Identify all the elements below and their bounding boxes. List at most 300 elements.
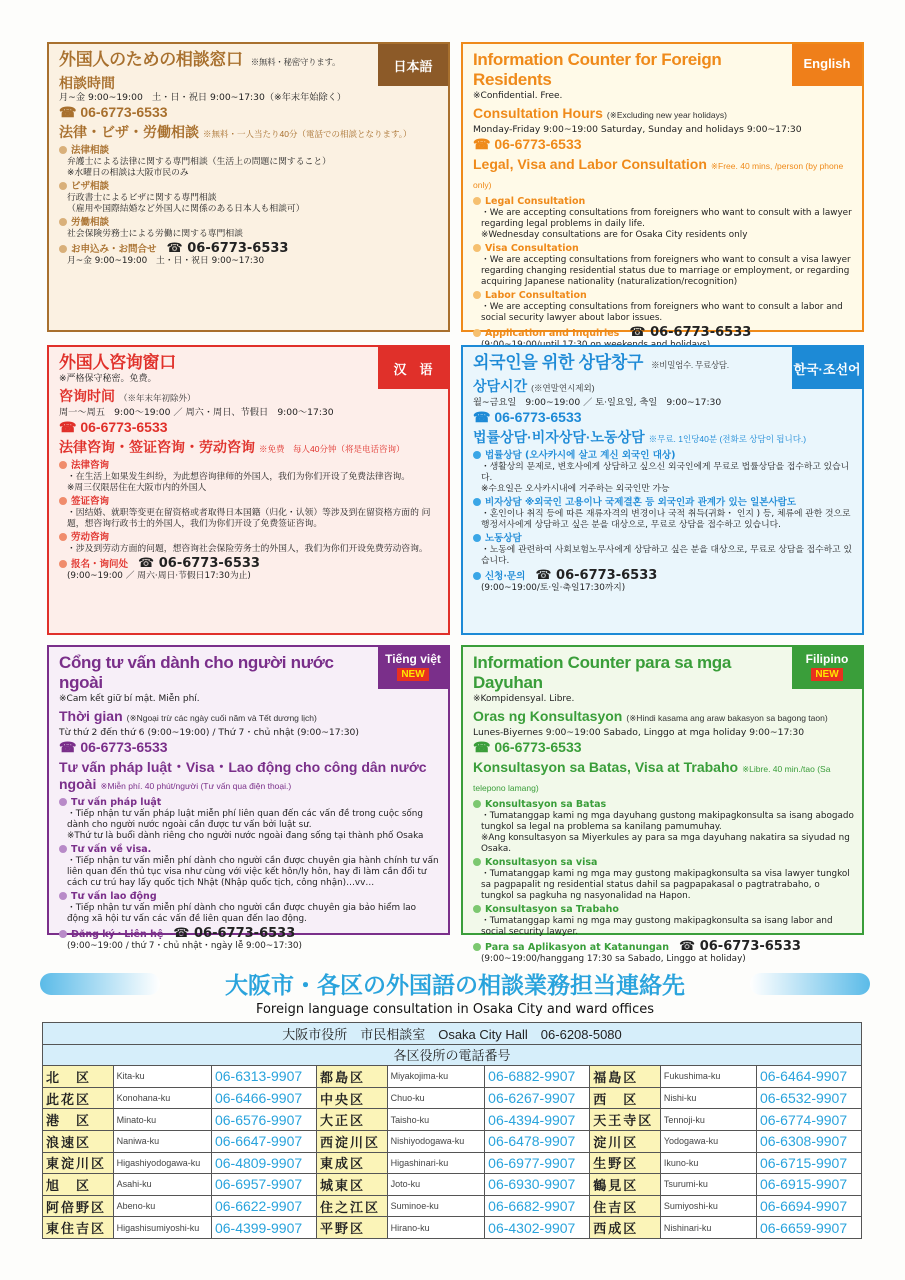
ward-phone[interactable]: 06-6694-9907 xyxy=(756,1195,861,1217)
ward-romaji: Nishi-ku xyxy=(660,1087,756,1109)
item-line: ・생활상의 문제로, 변호사에게 상담하고 싶으신 외국인에게 무료로 법률상담을 접수하고 있습니다. xyxy=(481,461,850,483)
ward-romaji: Nishiyodogawa-ku xyxy=(387,1130,484,1152)
item-label-text: 법률상담 (오사카시에 살고 계신 외국인 대상) xyxy=(485,449,676,461)
consult-item xyxy=(59,496,440,530)
hours-heading xyxy=(59,708,440,727)
hours-text: Monday-Friday 9:00~19:00 Saturday, Sunday and holidays 9:00~17:30 xyxy=(473,124,802,135)
consult-heading xyxy=(59,124,440,143)
ward-row xyxy=(43,1217,862,1239)
consult-title: Tư vấn pháp luật・Visa・Lao động cho công dân nước ngoài xyxy=(59,758,427,792)
item-label-text: 法律相談 xyxy=(71,144,110,156)
bullet-icon xyxy=(59,182,67,190)
item-line: 弁護士による法律に関する専門相談（生活上の問題に関すること） xyxy=(67,156,331,167)
ward-name: 東成区 xyxy=(317,1152,388,1174)
phone-text: 06-6773-6533 xyxy=(80,103,168,120)
consult-heading xyxy=(59,439,440,458)
ward-romaji: Nishinari-ku xyxy=(660,1217,756,1239)
ward-phone[interactable]: 06-4809-9907 xyxy=(211,1152,316,1174)
application-label-text: Đăng ký・Liên hệ xyxy=(71,928,164,940)
bullet-icon xyxy=(59,892,67,900)
application-label xyxy=(59,555,440,571)
application-info xyxy=(473,567,854,594)
phone-icon: ☎ xyxy=(473,135,495,152)
item-line: ・We are accepting consultations from foreigners who want to consult a labor and social security lawyer about labor issues. xyxy=(481,301,843,323)
ward-name: 東淀川区 xyxy=(43,1152,114,1174)
application-phone[interactable] xyxy=(679,939,801,954)
phone-number[interactable] xyxy=(59,419,440,436)
hours-note: (※Hindi kasama ang araw bakasyon sa bagong taon) xyxy=(626,713,828,723)
bullet-icon xyxy=(59,798,67,806)
consult-item xyxy=(59,532,440,555)
ward-phone[interactable]: 06-6659-9907 xyxy=(756,1217,861,1239)
hours-title: Consultation Hours xyxy=(473,105,603,121)
ward-name: 天王寺区 xyxy=(590,1109,661,1131)
item-line: ※水曜日の相談は大阪市民のみ xyxy=(67,167,189,178)
item-line: ※Wednesday consultations are for Osaka City residents only xyxy=(481,229,748,240)
consult-item xyxy=(59,460,440,494)
hours-text: 월~금요일 9:00~19:00 ／ 토·일요일, 축일 9:00~17:30 xyxy=(473,397,722,408)
ward-name: 都島区 xyxy=(317,1066,388,1088)
language-label: 한국·조선어 xyxy=(793,362,861,377)
application-phone[interactable] xyxy=(629,325,751,340)
ward-phone[interactable]: 06-6977-9907 xyxy=(485,1152,590,1174)
ward-romaji: Kita-ku xyxy=(113,1066,211,1088)
ward-name: 西淀川区 xyxy=(317,1130,388,1152)
confidential-note: ※Kompidensyal. Libre. xyxy=(473,694,575,704)
language-label: Tiếng việt xyxy=(385,652,441,666)
hours-note: (※Excluding new year holidays) xyxy=(606,110,727,120)
item-line: ・노동에 관련하여 사회보험노무사에게 상담하고 싶은 분을 대상으로, 무료로 상담을 접수하고 있습니다. xyxy=(481,544,852,566)
bullet-icon xyxy=(473,291,481,299)
directory-title: 大阪市・各区の外国語の相談業務担当連絡先 xyxy=(225,972,685,998)
consult-item xyxy=(473,904,854,938)
application-label-text: Application and Inquiries xyxy=(485,327,620,339)
ward-romaji: Higashisumiyoshi-ku xyxy=(113,1217,211,1239)
ward-romaji: Tsurumi-ku xyxy=(660,1174,756,1196)
bullet-icon xyxy=(59,146,67,154)
language-badge xyxy=(792,647,862,689)
ward-header-row: 各区役所の電話番号 xyxy=(43,1044,862,1066)
application-hours: (9:00~19:00 ／ 周六·周日·节假日17:30为止) xyxy=(67,570,251,581)
bullet-icon xyxy=(473,534,481,542)
ward-romaji: Minato-ku xyxy=(113,1109,211,1131)
bullet-icon xyxy=(59,930,67,938)
consult-item xyxy=(473,857,854,902)
item-line: ・We are accepting consultations from foreigners who want to consult a visa lawyer regarding changing residential status due to marriage or employment, or regarding acquiring Japanese nationality (naturalization/recognition) xyxy=(481,254,851,287)
language-badge xyxy=(792,44,862,86)
consult-heading xyxy=(59,759,440,795)
ward-name: 住之江区 xyxy=(317,1195,388,1217)
consultation-box-filipino xyxy=(461,645,864,964)
ward-romaji: Ikuno-ku xyxy=(660,1152,756,1174)
hours-heading xyxy=(59,388,440,407)
consultation-box-japanese xyxy=(47,42,450,332)
consultation-box-vietnamese xyxy=(47,645,450,951)
phone-icon: ☎ xyxy=(473,738,495,755)
ward-romaji: Chuo-ku xyxy=(387,1087,484,1109)
ward-phone[interactable]: 06-6308-9907 xyxy=(756,1130,861,1152)
item-line: 行政書士によるビザに関する専門相談 xyxy=(67,192,217,203)
ward-name: 生野区 xyxy=(590,1152,661,1174)
phone-text: 06-6773-6533 xyxy=(650,324,752,340)
confidential-note: ※严格保守秘密。免费。 xyxy=(59,374,157,384)
item-label-text: Legal Consultation xyxy=(485,195,586,207)
ward-name: 旭 区 xyxy=(43,1174,114,1196)
ward-romaji: Yodogawa-ku xyxy=(660,1130,756,1152)
phone-text: 06-6773-6533 xyxy=(80,418,168,435)
phone-text: 06-6773-6533 xyxy=(699,938,801,954)
consultation-box-chinese xyxy=(47,345,450,635)
phone-number[interactable] xyxy=(473,136,854,153)
hours-title: Thời gian xyxy=(59,708,123,724)
bullet-icon xyxy=(59,461,67,469)
application-label xyxy=(59,240,440,256)
item-label-text: Tư vấn lao động xyxy=(71,890,157,902)
consult-heading xyxy=(473,429,854,448)
ward-phone[interactable]: 06-6957-9907 xyxy=(211,1174,316,1196)
ward-name: 淀川区 xyxy=(590,1130,661,1152)
item-line: ・Tumatanggap kami ng mga may gustong makipagkonsulta sa isang labor and social security lawyer. xyxy=(481,915,833,937)
application-label-text: お申込み・お問合せ xyxy=(71,243,157,255)
ward-phone[interactable]: 06-4399-9907 xyxy=(211,1217,316,1239)
language-label: English xyxy=(803,56,851,71)
confidential-note: ※Cam kết giữ bí mật. Miễn phí. xyxy=(59,694,200,704)
application-phone[interactable] xyxy=(138,556,260,571)
language-badge xyxy=(792,347,862,389)
consult-title: Legal, Visa and Labor Consultation xyxy=(473,155,707,172)
consult-item xyxy=(473,799,854,855)
phone-text: 06-6773-6533 xyxy=(494,135,582,152)
phone-number[interactable] xyxy=(59,739,440,756)
application-info xyxy=(59,555,440,582)
hours-title: 相談時間 xyxy=(59,75,115,91)
phone-icon: ☎ xyxy=(473,408,495,425)
ward-romaji: Konohana-ku xyxy=(113,1087,211,1109)
new-badge: NEW xyxy=(397,668,428,681)
item-label xyxy=(473,450,854,462)
phone-text: 06-6773-6533 xyxy=(187,240,289,256)
item-line: ※수요일은 오사카시내에 거주하는 외국인만 가능 xyxy=(481,483,670,494)
city-hall-row: 大阪市役所 市民相談室 Osaka City Hall 06-6208-5080 xyxy=(43,1023,862,1045)
application-hours: (9:00~19:00/토·일·축일17:30까지) xyxy=(481,582,626,593)
item-label xyxy=(473,497,854,509)
language-label: Filipino xyxy=(805,652,849,666)
item-label-text: 法律咨询 xyxy=(71,459,110,471)
hours-heading xyxy=(473,105,854,124)
application-label xyxy=(59,925,440,941)
ward-row xyxy=(43,1130,862,1152)
item-line: ・因结婚、就职等变更在留资格或者取得日本国籍（归化・认领）等涉及到在留资格方面的 问题，想咨询行政书士的外国人，我们为你们开设了免费签证咨询。 xyxy=(67,507,431,529)
title-text: Cổng tư vấn dành cho người nước ngoài xyxy=(59,653,334,692)
phone-icon: ☎ xyxy=(678,938,700,954)
application-label xyxy=(473,324,854,340)
phone-text: 06-6773-6533 xyxy=(494,408,582,425)
consult-item xyxy=(473,243,854,288)
item-line: （雇用や国際結婚など外国人に関係のある日本人も相談可） xyxy=(67,203,305,214)
title-text: Information Counter for Foreign Residents xyxy=(473,50,722,89)
phone-text: 06-6773-6533 xyxy=(80,738,168,755)
ward-phone[interactable]: 06-6930-9907 xyxy=(485,1174,590,1196)
consult-heading xyxy=(473,759,854,797)
directory-subtitle: Foreign language consultation in Osaka City and ward offices xyxy=(255,1002,655,1017)
ward-phone[interactable]: 06-6466-9907 xyxy=(211,1087,316,1109)
item-label-text: Tư vấn về visa. xyxy=(71,843,152,855)
bullet-icon xyxy=(59,845,67,853)
title-text: 外国人のための相談窓口 xyxy=(59,50,243,69)
item-line: ・Tiếp nhận tư vấn miễn phí dành cho người cần được chuyên gia hành chính tư vấn liên quan đến thủ tục visa như cùng với việc kết hôn/ly hôn, hay đi làm cần đổi tư cách cư trú hay lấy quốc tịch Nhật (Nhập quốc tịch, công nhận)…vv… xyxy=(67,855,439,888)
item-label xyxy=(473,799,854,811)
item-label-text: 비자상담 ※외국인 고용이나 국제결혼 등 외국인과 관계가 있는 일본사람도 xyxy=(485,496,797,508)
application-hours: (9:00~19:00 / thứ 7・chủ nhật・ngày lễ 9:00~17:30) xyxy=(67,940,302,951)
new-badge: NEW xyxy=(811,668,842,681)
item-label-text: Konsultasyon sa visa xyxy=(485,856,598,868)
box-title xyxy=(473,653,782,693)
phone-text: 06-6773-6533 xyxy=(556,567,658,583)
item-label-text: Labor Consultation xyxy=(485,289,587,301)
decorative-bar xyxy=(40,973,160,995)
ward-romaji: Asahi-ku xyxy=(113,1174,211,1196)
language-badge xyxy=(378,44,448,86)
item-label-text: 签证咨询 xyxy=(71,495,110,507)
item-line: ・Tiếp nhận tư vấn pháp luật miễn phí liên quan đến các vấn đề trong cuộc sống dành cho người nước ngoài cần được tư vấn bởi luật sư. xyxy=(67,808,423,830)
consult-heading xyxy=(473,156,854,194)
ward-romaji: Miyakojima-ku xyxy=(387,1066,484,1088)
item-label-text: Tư vấn pháp luật xyxy=(71,796,162,808)
ward-name: 此花区 xyxy=(43,1087,114,1109)
item-line: ・Tumatanggap kami ng mga may gustong makipagkonsulta sa visa lawyer tungkol sa pagpapalit ng residential status dahil sa pagpapakasal o pagtratrabaho, o tungkol sa pagkuha ng nasyonalidad na Hapon. xyxy=(481,868,850,901)
ward-name: 港 区 xyxy=(43,1109,114,1131)
ward-romaji: Joto-ku xyxy=(387,1174,484,1196)
consult-title: 法律咨询・签证咨询・劳动咨询 xyxy=(59,438,255,455)
phone-text: 06-6773-6533 xyxy=(494,738,582,755)
hours-note: (※연말연시제외) xyxy=(531,383,595,393)
ward-phone[interactable]: 06-6464-9907 xyxy=(756,1066,861,1088)
language-badge xyxy=(378,647,448,689)
language-label: 日本語 xyxy=(393,59,433,74)
ward-phone-table xyxy=(42,1022,862,1239)
hours-text: 月~金 9:00~19:00 土・日・祝日 9:00~17:30（※年末年始除く） xyxy=(59,92,347,103)
ward-row xyxy=(43,1087,862,1109)
item-label-text: Konsultasyon sa Trabaho xyxy=(485,903,619,915)
application-info xyxy=(59,240,440,267)
consult-item xyxy=(473,497,854,531)
ward-phone[interactable]: 06-4302-9907 xyxy=(485,1217,590,1239)
ward-romaji: Fukushima-ku xyxy=(660,1066,756,1088)
phone-icon: ☎ xyxy=(629,324,651,340)
item-line: ※Ang konsultasyon sa Miyerkules ay para sa mga dayuhang nakatira sa siyudad ng Osaka. xyxy=(481,832,850,854)
directory-header xyxy=(40,955,870,1017)
hours-text: Từ thứ 2 đến thứ 6 (9:00~19:00) / Thứ 7・chủ nhật (9:00~17:30) xyxy=(59,727,359,738)
item-label xyxy=(473,196,854,208)
ward-name: 鶴見区 xyxy=(590,1174,661,1196)
ward-romaji: Hirano-ku xyxy=(387,1217,484,1239)
item-label-text: ビザ相談 xyxy=(71,180,110,192)
ward-phone[interactable]: 06-6622-9907 xyxy=(211,1195,316,1217)
ward-name: 平野区 xyxy=(317,1217,388,1239)
ward-phone[interactable]: 06-4394-9907 xyxy=(485,1109,590,1131)
bullet-icon xyxy=(59,245,67,253)
item-line: ・혼인이나 취직 등에 따른 재류자격의 변경이나 국적 취득(귀화・ 인지 ) 등, 체류에 관한 것으로 행정서사에게 상담하고 싶은 분을 대상으로, 무료로 상담을 접수하고 있습니다. xyxy=(481,508,851,530)
item-line: ・涉及到劳动方面的问题，想咨询社会保险劳务士的外国人，我们为你们开设免费劳动咨询。 xyxy=(67,543,428,554)
consult-item xyxy=(59,891,440,925)
bullet-icon xyxy=(473,329,481,337)
box-title xyxy=(59,653,368,693)
phone-icon: ☎ xyxy=(138,555,159,571)
consult-note: ※無料・一人当たり40分（電話での相談となります。） xyxy=(203,128,412,139)
item-line: ・Tumatanggap kami ng mga dayuhang gustong makipagkonsulta sa isang abogado tungkol sa legal na problema sa kanilang pamumuhay. xyxy=(481,810,854,832)
ward-romaji: Taisho-ku xyxy=(387,1109,484,1131)
ward-romaji: Higashinari-ku xyxy=(387,1152,484,1174)
ward-phone[interactable]: 06-6647-9907 xyxy=(211,1130,316,1152)
bullet-icon xyxy=(473,498,481,506)
item-label xyxy=(473,533,854,545)
bullet-icon xyxy=(473,800,481,808)
bullet-icon xyxy=(473,451,481,459)
consult-item xyxy=(59,797,440,842)
application-phone[interactable] xyxy=(535,568,657,583)
bullet-icon xyxy=(59,533,67,541)
box-title xyxy=(473,353,782,375)
application-label-text: Para sa Aplikasyon at Katanungan xyxy=(485,941,669,953)
ward-name: 大正区 xyxy=(317,1109,388,1131)
consult-item xyxy=(59,844,440,889)
application-info xyxy=(59,925,440,952)
title-text: 외국인을 위한 상담창구 xyxy=(473,353,644,372)
item-label-text: Konsultasyon sa Batas xyxy=(485,798,607,810)
application-phone[interactable] xyxy=(167,241,289,256)
application-label xyxy=(473,938,854,954)
bullet-icon xyxy=(473,572,481,580)
consultation-box-korean xyxy=(461,345,864,635)
ward-name: 西成区 xyxy=(590,1217,661,1239)
item-label xyxy=(473,290,854,302)
application-hours: (9:00~19:00/hanggang 17:30 sa Sabado, Linggo at holiday) xyxy=(481,953,746,964)
ward-phone[interactable]: 06-6715-9907 xyxy=(756,1152,861,1174)
bullet-icon xyxy=(59,497,67,505)
item-label-text: 労働相談 xyxy=(71,216,110,228)
ward-romaji: Naniwa-ku xyxy=(113,1130,211,1152)
hours-heading xyxy=(473,708,854,727)
language-label: 汉 语 xyxy=(393,362,433,377)
ward-romaji: Tennoji-ku xyxy=(660,1109,756,1131)
hours-text: 周一～周五 9:00～19:00 ／ 周六・周日、节假日 9:00～17:30 xyxy=(59,407,334,418)
phone-number[interactable] xyxy=(59,104,440,121)
item-line: 社会保険労務士による労働に関する専門相談 xyxy=(67,228,243,239)
ward-romaji: Higashiyodogawa-ku xyxy=(113,1152,211,1174)
decorative-bar xyxy=(750,973,870,995)
application-label-text: 신청·문의 xyxy=(485,570,526,582)
item-label-text: 노동상담 xyxy=(485,532,522,544)
phone-number[interactable] xyxy=(473,739,854,756)
ward-row xyxy=(43,1174,862,1196)
ward-row xyxy=(43,1109,862,1131)
phone-icon: ☎ xyxy=(59,103,81,120)
phone-text: 06-6773-6533 xyxy=(158,555,260,571)
ward-name: 阿倍野区 xyxy=(43,1195,114,1217)
confidential-note: ※Confidential. Free. xyxy=(473,91,563,101)
phone-icon: ☎ xyxy=(59,418,81,435)
hours-title: 상담시간 xyxy=(473,378,528,394)
item-label xyxy=(473,243,854,255)
item-label xyxy=(59,844,440,856)
item-label xyxy=(59,797,440,809)
item-label xyxy=(59,891,440,903)
ward-row xyxy=(43,1152,862,1174)
bullet-icon xyxy=(473,244,481,252)
hours-text: Lunes-Biyernes 9:00~19:00 Sabado, Linggo at mga holiday 9:00~17:30 xyxy=(473,727,805,738)
hours-note: (※Ngoại trừ các ngày cuối năm và Tết dương lịch) xyxy=(126,713,317,723)
consult-item xyxy=(473,450,854,495)
phone-number[interactable] xyxy=(473,409,854,426)
item-label xyxy=(59,532,440,544)
consult-title: 法律・ビザ・労働相談 xyxy=(59,123,199,140)
title-note: ※無料・秘密守ります。 xyxy=(250,57,341,67)
ward-phone[interactable]: 06-6882-9907 xyxy=(485,1066,590,1088)
ward-phone[interactable]: 06-6313-9907 xyxy=(211,1066,316,1088)
consult-item xyxy=(473,290,854,324)
application-phone[interactable] xyxy=(173,926,295,941)
box-title xyxy=(59,353,368,373)
ward-name: 中央区 xyxy=(317,1087,388,1109)
phone-icon: ☎ xyxy=(535,567,557,583)
bullet-icon xyxy=(473,905,481,913)
item-label xyxy=(59,496,440,508)
ward-phone[interactable]: 06-6774-9907 xyxy=(756,1109,861,1131)
phone-icon: ☎ xyxy=(173,925,195,941)
ward-name: 住吉区 xyxy=(590,1195,661,1217)
ward-row xyxy=(43,1066,862,1088)
bullet-icon xyxy=(473,858,481,866)
application-label-text: 报名・询问处 xyxy=(71,558,129,570)
consult-item xyxy=(473,533,854,567)
consult-note: ※Miễn phí. 40 phút/người (Tư vấn qua điện thoại.) xyxy=(100,780,292,791)
ward-name: 北 区 xyxy=(43,1066,114,1088)
application-hours: 月~金 9:00~19:00 土・日・祝日 9:00~17:30 xyxy=(67,255,265,266)
consult-item xyxy=(59,145,440,179)
ward-name: 東住吉区 xyxy=(43,1217,114,1239)
ward-phone[interactable]: 06-6532-9907 xyxy=(756,1087,861,1109)
consult-note: ※免费 每人40分钟（将是电话咨询） xyxy=(259,443,405,454)
ward-name: 福島区 xyxy=(590,1066,661,1088)
ward-phone[interactable]: 06-6682-9907 xyxy=(485,1195,590,1217)
ward-phone[interactable]: 06-6478-9907 xyxy=(485,1130,590,1152)
phone-icon: ☎ xyxy=(59,738,81,755)
item-label xyxy=(473,857,854,869)
ward-name: 浪速区 xyxy=(43,1130,114,1152)
box-title xyxy=(59,50,368,72)
phone-icon: ☎ xyxy=(166,240,188,256)
consultation-box-english xyxy=(461,42,864,340)
item-label xyxy=(473,904,854,916)
title-text: Information Counter para sa mga Dayuhan xyxy=(473,653,732,692)
item-label xyxy=(59,145,440,157)
ward-phone[interactable]: 06-6915-9907 xyxy=(756,1174,861,1196)
consult-note: ※Free. 40 mins, /person (by phone only) xyxy=(473,160,844,190)
hours-title: Oras ng Konsultasyon xyxy=(473,708,623,724)
consult-item xyxy=(59,217,440,240)
consult-item xyxy=(59,181,440,215)
bullet-icon xyxy=(473,943,481,951)
item-label xyxy=(59,217,440,229)
ward-romaji: Abeno-ku xyxy=(113,1195,211,1217)
ward-phone[interactable]: 06-6267-9907 xyxy=(485,1087,590,1109)
box-title xyxy=(473,50,782,90)
item-label-text: 劳动咨询 xyxy=(71,531,110,543)
item-line: ・Tiếp nhận tư vấn miễn phí dành cho người cần được chuyên gia bảo hiểm lao động xã hội tư vấn các vấn đề liên quan đến lao động. xyxy=(67,902,417,924)
ward-phone[interactable]: 06-6576-9907 xyxy=(211,1109,316,1131)
item-line: ・We are accepting consultations from foreigners who want to consult with a lawyer regarding legal problems in daily life. xyxy=(481,207,852,229)
item-label xyxy=(59,181,440,193)
